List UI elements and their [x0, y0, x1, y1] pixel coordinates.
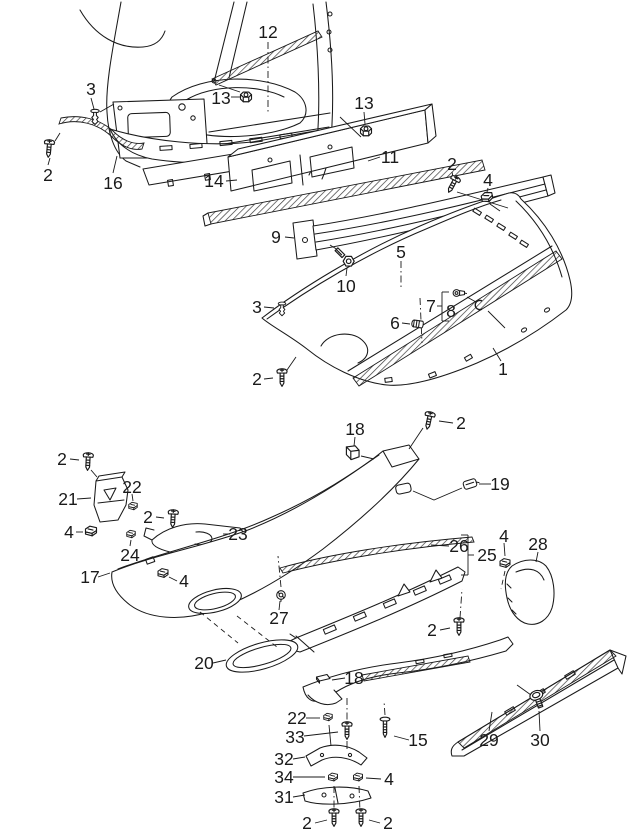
- callout-17: 17: [80, 567, 100, 587]
- callout-1: 1: [498, 359, 508, 379]
- screw-icon: [422, 411, 436, 430]
- leader-line: [264, 378, 273, 379]
- callout-2: 2: [43, 165, 53, 185]
- callout-4: 4: [483, 170, 493, 190]
- screw-icon: [82, 453, 93, 471]
- screw-icon: [329, 809, 339, 827]
- leader-line: [409, 428, 423, 449]
- callout-24: 24: [120, 545, 140, 565]
- callout-30: 30: [530, 730, 550, 750]
- grommet-icon: [277, 591, 286, 602]
- leader-line: [285, 237, 294, 238]
- callout-22: 22: [287, 708, 307, 728]
- callout-22: 22: [122, 477, 142, 497]
- callout-20: 20: [194, 653, 214, 673]
- screw-icon: [277, 369, 287, 387]
- callout-12: 12: [258, 22, 278, 42]
- part-25-slotted-carrier: [288, 567, 465, 652]
- callout-13: 13: [211, 88, 231, 108]
- leader-line: [539, 711, 540, 731]
- callout-23: 23: [228, 524, 248, 544]
- callout-34: 34: [274, 767, 294, 787]
- callout-5: 5: [396, 242, 406, 262]
- leader-line: [394, 736, 409, 740]
- callout-29: 29: [479, 730, 499, 750]
- callout-14: 14: [204, 171, 224, 191]
- leader-line: [213, 660, 226, 663]
- leader-line: [287, 357, 296, 370]
- callout-2: 2: [252, 369, 262, 389]
- callout-2: 2: [302, 813, 312, 830]
- screw-icon: [167, 510, 178, 528]
- callout-3: 3: [252, 297, 262, 317]
- clipnut-icon: [127, 530, 136, 537]
- leader-line: [293, 757, 305, 759]
- clipnut-icon: [129, 502, 138, 509]
- leader-line: [113, 156, 117, 173]
- leader-line: [293, 795, 305, 797]
- callout-4: 4: [64, 522, 74, 542]
- screw-icon: [356, 809, 366, 827]
- callout-8: 8: [446, 301, 456, 321]
- part-lower-spoiler: [303, 637, 513, 705]
- callout-6: 6: [390, 313, 400, 333]
- clipnut-icon: [329, 773, 338, 781]
- callout-4: 4: [179, 571, 189, 591]
- part-20-tailpipe-trim: [223, 633, 301, 678]
- callout-28: 28: [528, 534, 548, 554]
- callout-3: 3: [86, 79, 96, 99]
- clipnut-icon: [324, 713, 333, 720]
- callout-9: 9: [271, 227, 281, 247]
- callout-31: 31: [274, 787, 294, 807]
- cap-icon: [463, 477, 480, 489]
- clipnut-icon: [354, 773, 363, 781]
- nut-icon: [241, 92, 252, 102]
- bolt-icon: [335, 248, 354, 266]
- leader-line: [315, 820, 327, 823]
- leader-line: [48, 158, 50, 165]
- callout-2: 2: [57, 449, 67, 469]
- leader-line: [98, 573, 110, 577]
- callout-2: 2: [447, 154, 457, 174]
- leader-line: [55, 133, 60, 141]
- barrel-icon: [411, 320, 423, 328]
- callout-10: 10: [336, 276, 356, 296]
- callout-26: 26: [449, 536, 469, 556]
- leader-line: [329, 725, 331, 746]
- callout-33: 33: [285, 727, 305, 747]
- callout-11: 11: [380, 147, 400, 167]
- clipnut-icon: [500, 559, 510, 568]
- callout-16: 16: [103, 173, 123, 193]
- screw-icon: [342, 722, 352, 740]
- callout-4: 4: [384, 769, 394, 789]
- callout-32: 32: [274, 749, 294, 769]
- leader-line: [384, 701, 385, 715]
- leader-line: [304, 732, 338, 736]
- callout-2: 2: [427, 620, 437, 640]
- part-31-plate: [303, 787, 371, 804]
- leader-line: [91, 470, 97, 477]
- clip-icon: [91, 109, 99, 124]
- clip-icon: [278, 302, 286, 316]
- leader-line: [77, 498, 91, 499]
- callout-27: 27: [269, 608, 289, 628]
- callout-4: 4: [499, 526, 509, 546]
- leader-line: [369, 820, 380, 823]
- leader-line: [91, 98, 94, 109]
- clipnut-icon: [158, 569, 168, 578]
- bracket18-icon: [346, 446, 359, 460]
- callout-18: 18: [344, 668, 364, 688]
- screw-icon: [43, 139, 55, 157]
- callout-15: 15: [408, 730, 428, 750]
- leader-line: [439, 421, 453, 423]
- leader-line: [200, 612, 238, 643]
- clipnut-icon: [86, 526, 97, 536]
- part-28-corner-piece: [505, 560, 554, 624]
- leader-line: [361, 456, 374, 459]
- callout-21: 21: [58, 489, 78, 509]
- nut-icon: [361, 126, 372, 136]
- callout-2: 2: [383, 813, 393, 830]
- callout-13: 13: [354, 93, 374, 113]
- callout-2: 2: [143, 507, 153, 527]
- screw-icon: [454, 618, 464, 636]
- leader-line: [501, 571, 505, 589]
- leader-line: [70, 459, 79, 460]
- callout-18: 18: [345, 419, 365, 439]
- callout-2: 2: [456, 413, 466, 433]
- leader-line: [366, 778, 381, 779]
- callout-25: 25: [477, 545, 497, 565]
- part-32-bracket: [306, 745, 367, 766]
- part-17-lower-valance: [112, 445, 419, 618]
- leader-line: [413, 488, 462, 500]
- callout-7: 7: [426, 296, 436, 316]
- leader-line: [264, 307, 274, 308]
- leader-line: [156, 517, 164, 518]
- leader-line: [460, 589, 462, 618]
- leader-line: [517, 685, 531, 695]
- leader-line: [440, 628, 450, 630]
- rivet-icon: [380, 717, 390, 737]
- callout-19: 19: [490, 474, 510, 494]
